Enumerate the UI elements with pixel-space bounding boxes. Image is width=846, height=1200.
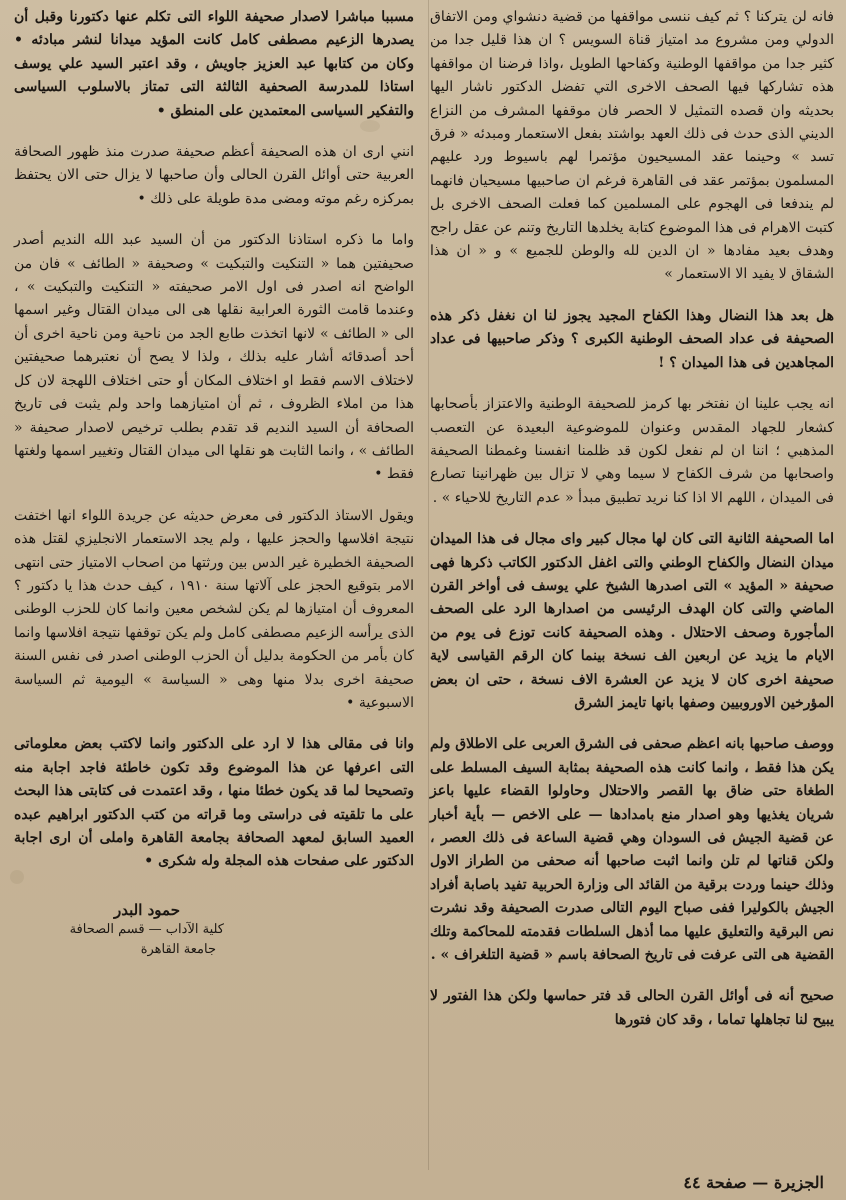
author-university: جامعة القاهرة (140, 941, 216, 957)
page-footer: الجزيرة — صفحة ٤٤ (683, 1173, 824, 1192)
paragraph: مسببا مباشرا لاصدار صحيفة اللواء التى تكلم عنها دكتورنا وقبل أن يصدرها الزعيم مصطفى كامل كانت المؤيد ميدانا لنشر مبادئه • وكان من كتابها عبد العزيز جاويش ، وقد اعتبر السيد علي يوسف استاذا للمدرسة الصحفية الثالثة التى تمتاز بالاسلوب السياسى والتفكير السياسى المعتمدين على المنطق • (14, 9, 414, 119)
paragraph: ووصف صاحبها بانه اعظم صحفى فى الشرق العربى على الاطلاق ولم يكن هذا فقط ، وانما كانت هذه الصحيفة بمثابة السيف المسلط على الطغاة حتى ضاق بها القصر والاحتلال وحاولوا القضاء عليها باعز شريان يغذيها وهو اصدار منع بامدادها — على الاخص — بأية أخبار عن قضية الجيش فى السودان وهي قضية الساعة فى ذلك العصر ، ولكن قناتها لم تلن وانما اثبت صاحبها أنه صحفى من الطراز الاول وذلك حينما وردت برقية من القائد الى وزارة الحربية تفيد باصابة أفراد الجيش بالكوليرا ففى صباح اليوم التالى صدرت الصحيفة وقد نشرت نص البرقية والتعليق عليها مما أذهل السلطات فقدمته للمحاكمة وتلك القضية هى التى عرفت فى تاريخ الصحافة باسم « قضية التلغراف » . (430, 736, 834, 964)
paragraph: صحيح أنه فى أوائل القرن الحالى قد فتر حماسها ولكن هذا الفتور لا يبيح لنا تجاهلها تماما ، وقد كان فتورها (430, 988, 834, 1028)
author-signature (0, 900, 224, 960)
paragraph: اما الصحيفة الثانية التى كان لها مجال كبير واى مجال فى هذا الميدان ميدان النضال والكفاح الوطني والتى اغفل الدكتور الكاتب ذكرها فهى صحيفة « المؤيد » التى اصدرها الشيخ علي يوسف فى أواخر القرن الماضي والتى كان الهدف الرئيسى من اصدارها الرد على الصحف المأجورة وصحف الاحتلال . وهذه الصحيفة كانت توزع فى يوم من الايام ما يزيد عن اربعين الف نسخة بينما كان الرقم القياسى لاية صحيفة اخرى كان لا يزيد عن العشرة الاف نسخة ، حتى ان بعض المؤرخين الاوروبيين وصفها بانها تايمز الشرق (430, 531, 834, 711)
paragraph: انه يجب علينا ان نفتخر بها كرمز للصحيفة الوطنية والاعتزاز بأصحابها كشعار للجهاد المقدس وعنوان للموضوعية البعيدة عن التعصب المذهبي ؛ اننا ان لم نفعل لكون قد ظلمنا انفسنا وغمطنا الصحيفة واصحابها من شرف الكفاح لا سيما وهي لا تزال بين ظهرانينا تصارع فى الميدان ، اللهم الا اذا كنا نريد تطبيق مبدأ « عدم التاريخ للاحياء » . (430, 396, 834, 506)
paragraph: ويقول الاستاذ الدكتور فى معرض حديثه عن جريدة اللواء انها اختفت نتيجة افلاسها والحجز عليها ، ولم يجد الاستعمار الانجليزي لقتل هذه الصحيفة الخطيرة غير الدس بين ورثتها من اصحاب الامتياز حتى انتهى الامر بتوقيع الحجز على آلاتها سنة ١٩١٠ ، كيف حدث هذا يا دكتور ؟ المعروف أن امتيازها لم يكن لشخص معين وانما كان للحزب الوطنى الذى يرأسه الزعيم مصطفى كامل ولم يكن توقفها نتيجة افلاسها وانما كان بأمر من الحكومة بدليل أن الحزب الوطنى اصدر فى نفس السنة صحيفة اخرى بدلا منها وهى « السياسة » اليومية ثم السياسة الاسبوعية • (14, 507, 414, 711)
column-divider (428, 0, 429, 1170)
left-column (14, 6, 414, 960)
author-affiliation: كلية الآداب — قسم الصحافة (69, 921, 224, 937)
paragraph: هل بعد هذا النضال وهذا الكفاح المجيد يجوز لنا ان نغفل ذكر هذه الصحيفة فى عداد الصحف الوطنية الكبرى ؟ وذكر صاحبيها فى عداد المجاهدين فى هذا الميدان ؟ ! (430, 307, 834, 371)
paragraph: انني ارى ان هذه الصحيفة أعظم صحيفة صدرت منذ ظهور الصحافة العربية حتى أوائل القرن الحالى وأن صاحبها لا يزال حتى الان يحتفظ بمركزه رغم موته ومضى مدة طويلة على ذلك • (14, 144, 414, 207)
right-column (430, 6, 834, 1032)
paragraph: فانه لن يتركنا ؟ ثم كيف ننسى مواقفها من قضية دنشواي ومن الاتفاق الدولي ومن مشروع مد امتياز قناة السويس ؟ ان هذا قليل جدا من كثير جدا من مواقفها الوطنية وكفاحها الطويل ،واذا فرضنا ان مواقفها هذه تشاركها فيها الصحف الاخرى التي تفضل الدكتور ناشار اليها بحديثه وان قصده التمثيل لا الحصر فان موقفها المشرف من النزاع الديني الذى حدث فى ذلك العهد بواشتد بفعل الاستعمار ومبدئه « فرق تسد » وحينما عقد المسيحيون مؤتمرا لهم باسيوط ورد عليهم المسلمون بمؤتمر عقد فى القاهرة فرغم ان صاحبيها مسيحيان فانهما لم يندفعا فى الهجوم على المسلمين كما فعلت الصحف الاخرى بل كتبت الاهرام فى هذا الموضوع كتابة يخلدها التاريخ وتنم عن عقل راجح وهدف بعيد مفادها « ان الدين لله والوطن للجميع » و « ان هذا الشقاق لا يفيد الا الاستعمار » (430, 9, 834, 283)
author-name: حمود البدر (114, 900, 180, 919)
paragraph: وانا فى مقالى هذا لا ارد على الدكتور وانما لاكتب بعض معلوماتى التى اعرفها عن هذا الموضوع وقد تكون خاطئة فاجد اجابة منه وتصحيحا لما قد يكون خطئا منها ، وقد اعتمدت فى كتابتى هذا البحث على ما تلقيته فى دراستى وما قراته من كتب الدكتور ابراهيم عبده العميد السابق لمعهد الصحافة بجامعة القاهرة واملى أن ارى اجابة الدكتور على صفحات هذه المجلة وله شكرى • (14, 736, 414, 870)
paragraph: واما ما ذكره استاذنا الدكتور من أن السيد عبد الله النديم أصدر صحيفتين هما « التنكيت والتبكيت » وصحيفة « الطائف » فان من الواضح انه اصدر فى اول الامر صحيفته « التنكيت والتبكيت » ، وعندما قامت الثورة العرابية نقلها هى الى ميدان القتال وغير اسمها الى « الطائف » لانها اتخذت طابع الجد من ناحية ومن ناحية اخرى أن أحد أصدقائه أشار عليه بذلك ، ولذا لا يصح أن نعتبرهما صحيفتين لاختلاف الاسم فقط او اختلاف المكان أو حتى اختلاف اللهجة لان كل هذا من املاء الظروف ، ثم أن امتيازهما واحد ولم يثبت فى تاريخ الصحافة أن السيد النديم قد تقدم بطلب ترخيص لاصدار صحيفة « الطائف » ، وانما الثابت هو نقلها الى ميدان القتال وتغيير اسمها ولغتها فقط • (14, 232, 414, 483)
